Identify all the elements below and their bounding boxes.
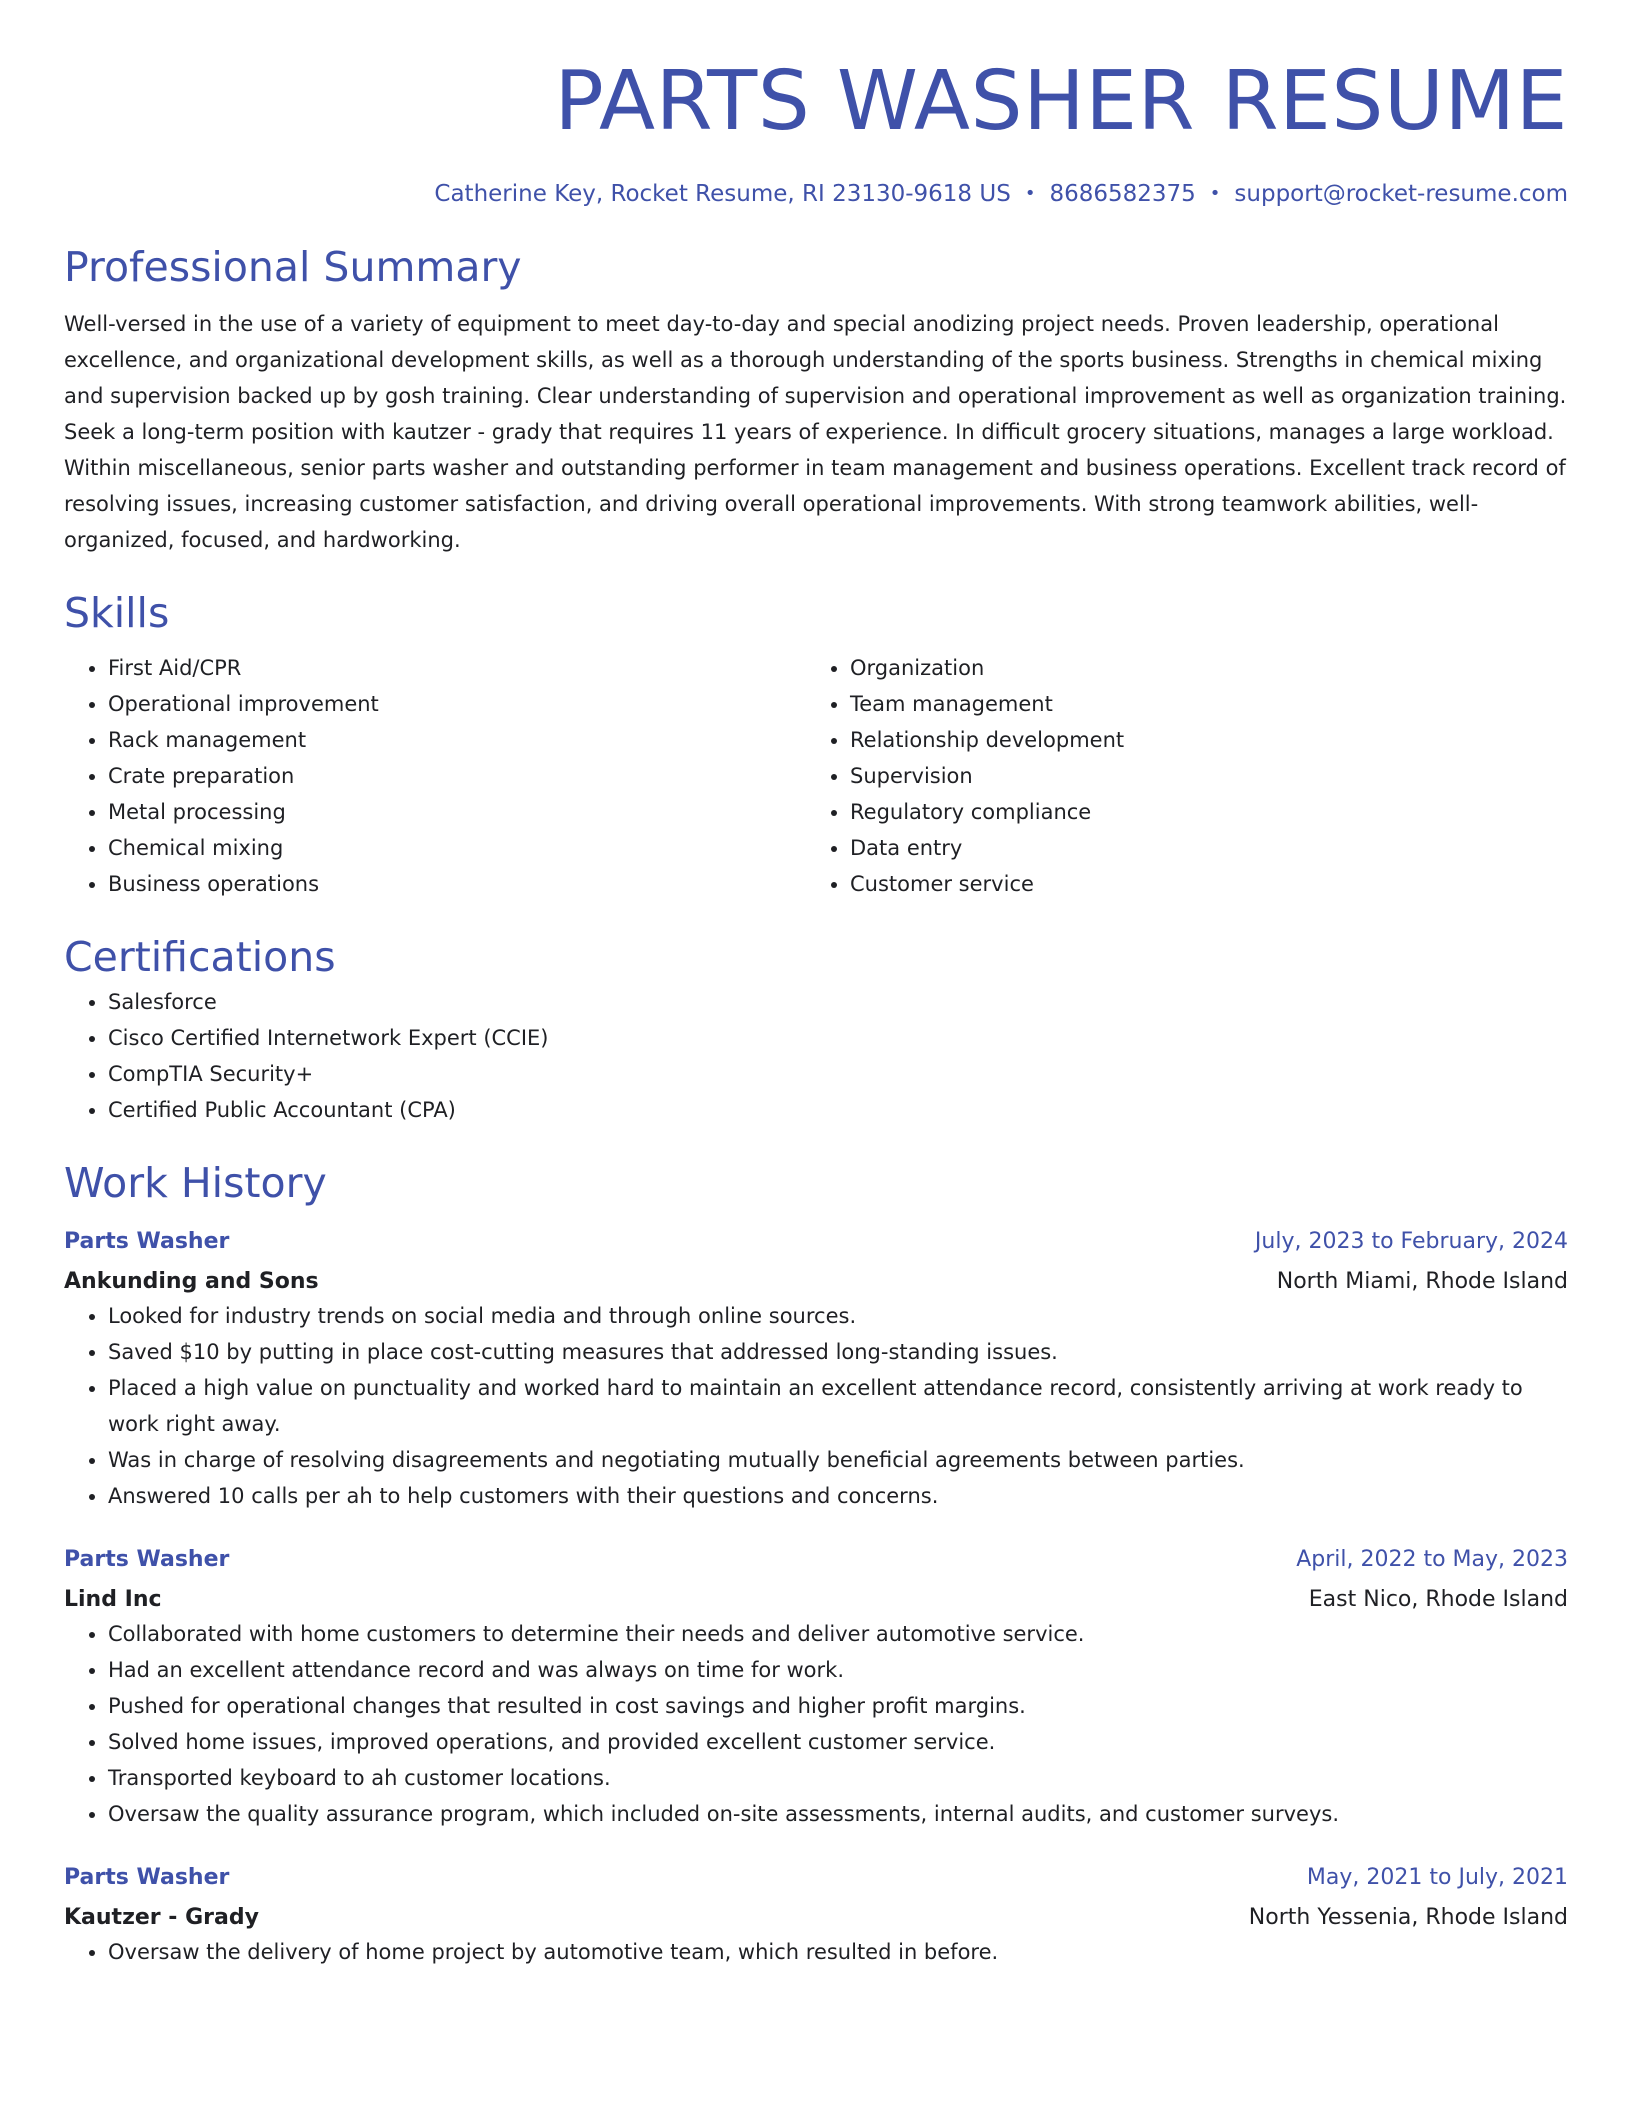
job-dates: May, 2021 to July, 2021 [1306, 1865, 1568, 1890]
skills-column-left [64, 650, 806, 902]
skills-grid [64, 650, 1568, 902]
job-duty-item: • Looked for industry trends on social media and through online sources. [108, 1298, 1568, 1334]
certification-item: • Salesforce [108, 984, 1568, 1020]
skill-item: • Crate preparation [108, 758, 806, 794]
job-title: Parts Washer [64, 1865, 230, 1890]
job-company-row [64, 1584, 1568, 1616]
summary-heading: Professional Summary [64, 243, 522, 291]
job-company: Ankunding and Sons [64, 1269, 319, 1294]
job-dates: April, 2022 to May, 2023 [1296, 1547, 1568, 1572]
skill-item: • Organization [850, 650, 1548, 686]
job-duty-item: • Transported keyboard to ah customer locations. [108, 1760, 1568, 1796]
skills-column-right [806, 650, 1548, 902]
skill-item: • Data entry [850, 830, 1548, 866]
resume-title: PARTS WASHER RESUME [554, 54, 1568, 149]
job-title-row [64, 1862, 1568, 1894]
job-location: North Yessenia, Rhode Island [1248, 1905, 1568, 1930]
skill-item: • First Aid/CPR [108, 650, 806, 686]
job-title-row [64, 1544, 1568, 1576]
skill-item: • Relationship development [850, 722, 1548, 758]
job-dates: July, 2023 to February, 2024 [1254, 1229, 1568, 1254]
job-duty-item: • Placed a high value on punctuality and worked hard to maintain an excellent attendance record, consistently arriving at work ready to work right away. [108, 1370, 1568, 1442]
job-entry [64, 1862, 1568, 1970]
job-company: Lind Inc [64, 1587, 162, 1612]
job-company: Kautzer - Grady [64, 1905, 259, 1930]
job-duty-item: • Had an excellent attendance record and was always on time for work. [108, 1652, 1568, 1688]
job-title-row [64, 1226, 1568, 1258]
job-duties-list [64, 1298, 1568, 1514]
skill-item: • Operational improvement [108, 686, 806, 722]
job-company-row [64, 1902, 1568, 1934]
contact-separator: • [1024, 183, 1036, 204]
skill-item: • Supervision [850, 758, 1548, 794]
certification-item: • Cisco Certified Internetwork Expert (CCIE) [108, 1020, 1568, 1056]
job-duty-item: • Pushed for operational changes that resulted in cost savings and higher profit margins. [108, 1688, 1568, 1724]
job-duty-item: • Oversaw the quality assurance program, which included on-site assessments, internal audits, and customer surveys. [108, 1796, 1568, 1832]
summary-text: Well-versed in the use of a variety of equipment to meet day-to-day and special anodizing project needs. Proven leadership, operational excellence, and organizational development skills, as well as a thorough understanding of the sports business. Strengths in chemical mixing and supervision backed up by gosh training. Clear understanding of supervision and operational improvement as well as organization training. Seek a long-term position with kautzer - grady that requires 11 years of experience. In difficult grocery situations, manages a large workload. Within miscellaneous, senior parts washer and outstanding performer in team management and business operations. Excellent track record of resolving issues, increasing customer satisfaction, and driving overall operational improvements. With strong teamwork abilities, well-organized, focused, and hardworking. [64, 312, 1567, 552]
job-duties-list [64, 1616, 1568, 1832]
job-entry [64, 1226, 1568, 1514]
skill-item: • Rack management [108, 722, 806, 758]
skill-item: • Regulatory compliance [850, 794, 1548, 830]
skills-list-left [64, 650, 806, 902]
skills-list-right [806, 650, 1548, 902]
job-title: Parts Washer [64, 1229, 230, 1254]
job-duty-item: • Answered 10 calls per ah to help customers with their questions and concerns. [108, 1478, 1568, 1514]
skill-item: • Team management [850, 686, 1548, 722]
contact-separator: • [1209, 183, 1221, 204]
job-company-row [64, 1266, 1568, 1298]
job-duties-list [64, 1934, 1568, 1970]
contact-address: Catherine Key, Rocket Resume, RI 23130-9618 US [434, 181, 1011, 207]
resume-page [64, 0, 1568, 1970]
skill-item: • Metal processing [108, 794, 806, 830]
skill-item: • Chemical mixing [108, 830, 806, 866]
contact-line [64, 178, 1568, 210]
job-location: North Miami, Rhode Island [1276, 1269, 1568, 1294]
job-duty-item: • Was in charge of resolving disagreements and negotiating mutually beneficial agreements between parties. [108, 1442, 1568, 1478]
job-location: East Nico, Rhode Island [1308, 1587, 1568, 1612]
job-duty-item: • Collaborated with home customers to determine their needs and deliver automotive service. [108, 1616, 1568, 1652]
job-title: Parts Washer [64, 1547, 230, 1572]
job-duty-item: • Oversaw the delivery of home project by automotive team, which resulted in before. [108, 1934, 1568, 1970]
contact-email: support@rocket-resume.com [1234, 181, 1568, 207]
certifications-heading: Certifications [64, 933, 336, 981]
skills-heading: Skills [64, 589, 170, 637]
skill-item: • Business operations [108, 866, 806, 902]
work-history-heading: Work History [64, 1159, 327, 1207]
contact-phone: 8686582375 [1049, 181, 1196, 207]
certifications-list [64, 984, 1568, 1128]
skill-item: • Customer service [850, 866, 1548, 902]
job-entry [64, 1544, 1568, 1832]
certification-item: • Certified Public Accountant (CPA) [108, 1092, 1568, 1128]
job-duty-item: • Solved home issues, improved operations, and provided excellent customer service. [108, 1724, 1568, 1760]
job-duty-item: • Saved $10 by putting in place cost-cutting measures that addressed long-standing issues. [108, 1334, 1568, 1370]
certification-item: • CompTIA Security+ [108, 1056, 1568, 1092]
